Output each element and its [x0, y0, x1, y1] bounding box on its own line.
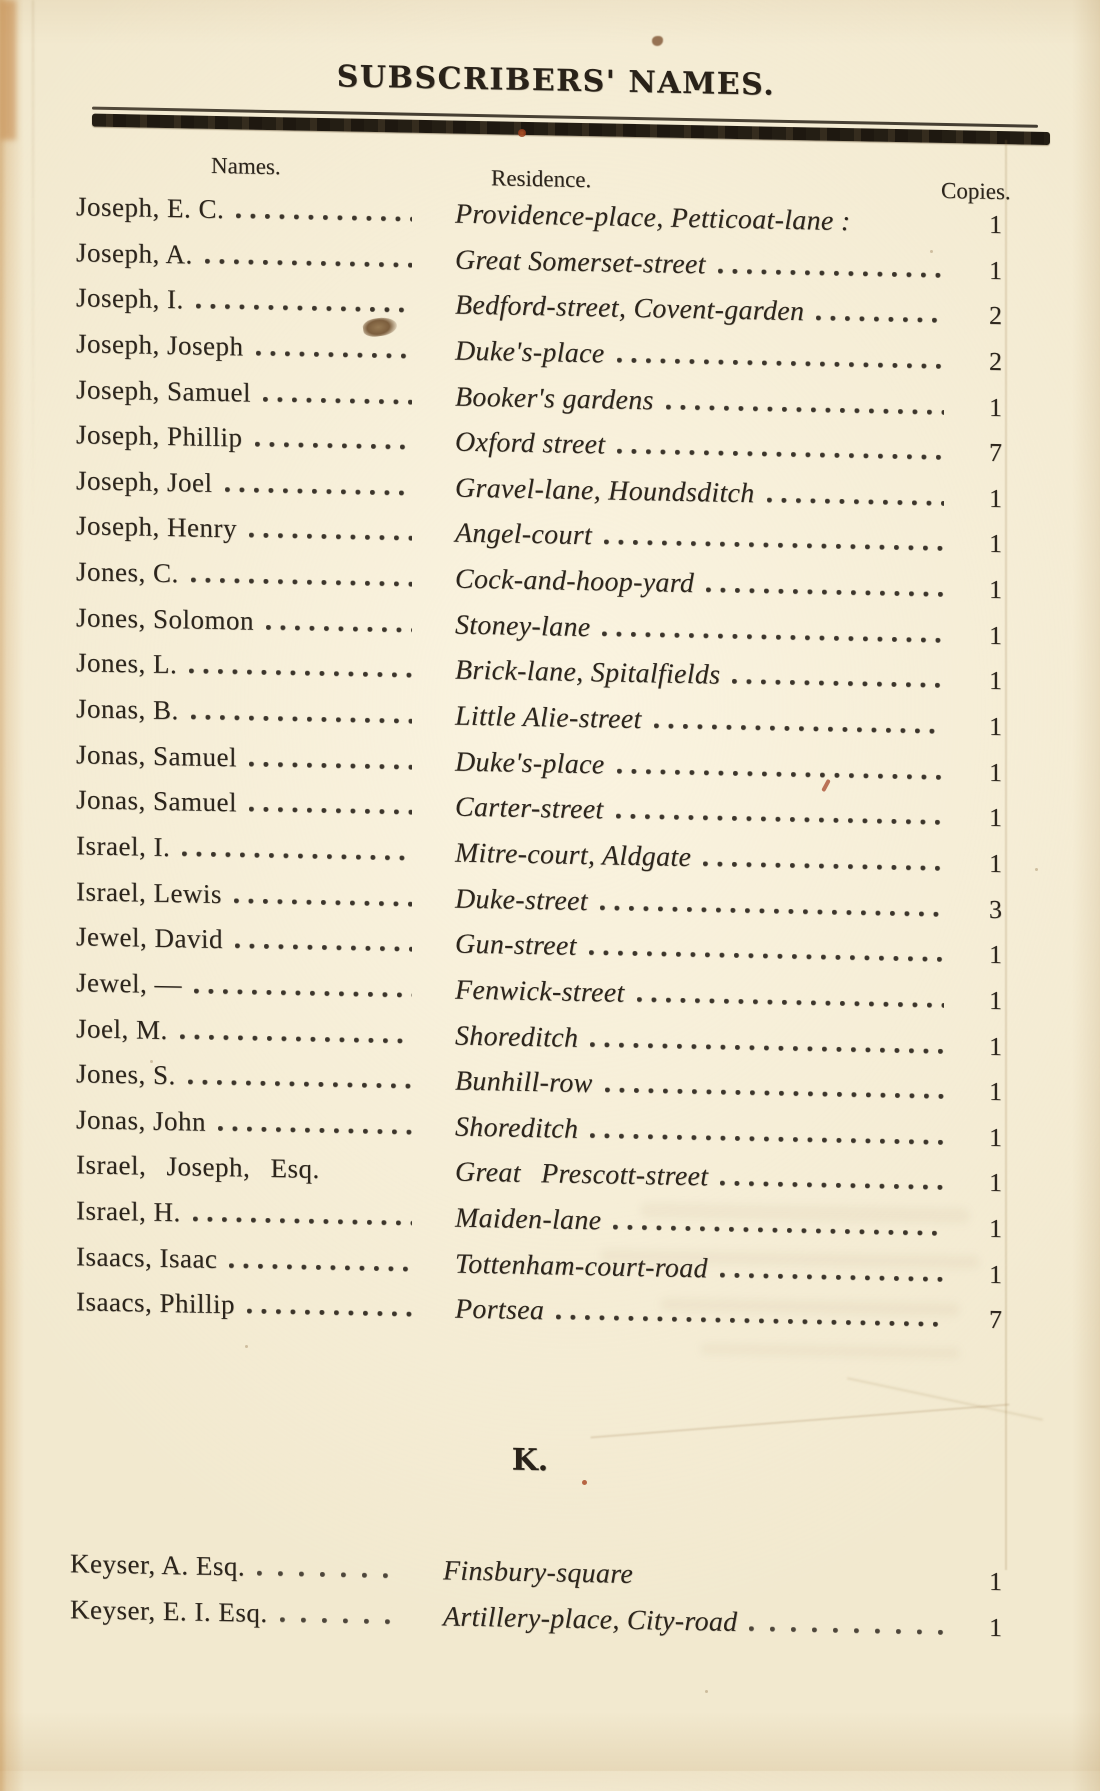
dot-leader [249, 807, 412, 815]
subscriber-name: Jewel, — [76, 967, 182, 1000]
subscriber-copies: 1 [989, 483, 1002, 513]
subscriber-name: Jonas, John [76, 1104, 207, 1137]
subscriber-name: Joseph, Samuel [76, 373, 251, 408]
subscriber-residence: Portsea [455, 1293, 545, 1327]
subscriber-copies: 1 [989, 757, 1002, 787]
dot-leader [556, 1315, 944, 1327]
subscriber-residence: Brick-lane, Spitalfields [455, 654, 721, 692]
subscriber-name: Jones, C. [76, 556, 179, 589]
dot-leader [182, 851, 412, 860]
name-cell [76, 1051, 422, 1103]
dot-leader [600, 905, 944, 917]
subscriber-name: Joseph, A. [76, 236, 193, 270]
name-cell [76, 1280, 422, 1332]
subscriber-residence: Mitre-court, Aldgate [455, 837, 692, 874]
subscriber-name: Israel, Joseph, Esq. [76, 1149, 320, 1185]
dot-leader [590, 1133, 944, 1145]
dot-leader [617, 449, 944, 460]
subscriber-copies: 3 [989, 894, 1002, 924]
dot-leader [180, 1034, 412, 1043]
name-cell [76, 732, 422, 784]
dot-leader [191, 578, 412, 587]
dot-leader [196, 304, 412, 313]
dot-leader [247, 1309, 412, 1317]
subscriber-name: Jonas, B. [76, 693, 179, 726]
dot-leader [225, 487, 413, 496]
subscriber-copies: 1 [989, 620, 1002, 650]
subscriber-residence: Tottenham-court-road [455, 1248, 708, 1285]
subscriber-residence: Finsbury-square [443, 1555, 634, 1591]
subscriber-name: Jones, L. [76, 647, 178, 680]
dot-leader [863, 225, 944, 232]
dot-leader [249, 761, 412, 769]
dot-leader [280, 1617, 400, 1624]
subscriber-copies: 1 [989, 1031, 1002, 1061]
name-cell [76, 413, 422, 465]
dot-leader [256, 351, 413, 359]
subscriber-residence: Gravel-lane, Houndsditch [455, 472, 755, 510]
name-cell [76, 367, 422, 419]
subscriber-residence: Artillery-place, City-road [443, 1600, 738, 1638]
dot-leader [605, 1088, 944, 1100]
subscriber-residence: Maiden-lane [455, 1202, 602, 1237]
name-cell [76, 230, 422, 282]
name-cell [76, 458, 422, 510]
name-cell [70, 1587, 410, 1639]
subscriber-copies: 1 [989, 1566, 1002, 1597]
subscriber-residence: Fenwick-street [455, 974, 625, 1009]
dot-leader [703, 861, 944, 871]
dot-leader [617, 358, 944, 369]
dot-leader [236, 213, 412, 221]
subscriber-name: Joseph, Joseph [76, 328, 244, 362]
subscriber-name: Jonas, Samuel [76, 784, 237, 818]
subscriber-name: Keyser, A. Esq. [70, 1548, 246, 1582]
dot-leader [767, 497, 944, 505]
dot-leader [720, 1272, 944, 1281]
dot-leader [255, 442, 412, 450]
dot-leader [720, 1181, 944, 1190]
subscriber-residence: Gun-street [455, 928, 577, 963]
subscriber-name: Jones, S. [76, 1058, 176, 1091]
section-k-table [70, 1541, 1002, 1650]
dot-leader [637, 997, 944, 1008]
name-cell [76, 778, 422, 830]
dot-leader [257, 1571, 400, 1579]
name-cell [76, 276, 422, 328]
subscriber-name: Joseph, I. [76, 282, 184, 315]
dot-leader [602, 631, 944, 643]
subscriber-residence: Little Alie-street [455, 700, 642, 736]
subscriber-name: Keyser, E. I. Esq. [70, 1593, 268, 1628]
subscriber-copies: 2 [989, 346, 1002, 377]
subscriber-copies: 1 [989, 1168, 1002, 1198]
subscriber-name: Isaacs, Isaac [76, 1241, 218, 1274]
divider-rule [92, 107, 1050, 145]
dot-leader [816, 316, 944, 323]
subscriber-name: Jones, Solomon [76, 602, 255, 636]
page-title: SUBSCRIBERS' NAMES. [336, 59, 776, 103]
subscriber-copies: 7 [989, 438, 1002, 468]
dot-leader [666, 404, 944, 414]
name-cell [76, 595, 422, 647]
subscriber-residence: Duke's-place [455, 746, 605, 781]
dot-leader [617, 768, 944, 779]
dot-leader [191, 715, 412, 724]
dot-leader [732, 679, 944, 688]
name-cell [76, 686, 422, 738]
subscriber-name: Israel, Lewis [76, 875, 222, 909]
dot-leader [604, 540, 944, 552]
subscriber-residence: Great Somerset-street [455, 244, 706, 281]
subscriber-copies: 1 [989, 529, 1002, 559]
subscriber-name: Joseph, Joel [76, 465, 213, 498]
column-header-copies: Copies. [941, 177, 1011, 205]
subscriber-copies: 2 [989, 301, 1002, 331]
subscriber-residence: Bunhill-row [455, 1065, 593, 1100]
subscriber-copies: 1 [989, 940, 1002, 970]
dot-leader [234, 898, 412, 906]
dot-leader [332, 1174, 412, 1181]
residence-cell [443, 1594, 954, 1649]
subscriber-residence: Great Prescott-street [455, 1157, 709, 1193]
dot-leader [706, 588, 944, 598]
subscribers-table [76, 184, 1002, 1343]
name-cell [76, 960, 422, 1012]
dot-leader [249, 533, 412, 541]
subscriber-copies: 1 [989, 1612, 1002, 1642]
subscriber-copies: 1 [989, 1259, 1002, 1289]
subscriber-copies: 1 [989, 574, 1002, 605]
subscriber-copies: 1 [989, 1213, 1002, 1244]
subscriber-name: Joseph, Phillip [76, 419, 243, 453]
subscriber-residence: Providence-place, Petticoat-lane : [455, 198, 851, 238]
subscriber-residence: Duke-street [455, 883, 588, 917]
name-cell [76, 1143, 422, 1195]
subscriber-copies: 1 [989, 666, 1002, 696]
subscriber-residence: Angel-court [455, 518, 593, 552]
subscriber-residence: Cock-and-hoop-yard [455, 563, 695, 600]
dot-leader [266, 625, 412, 633]
subscriber-copies: 1 [989, 209, 1002, 240]
dot-leader [235, 944, 412, 952]
name-cell [76, 1188, 422, 1240]
dot-leader [188, 1080, 412, 1089]
subscriber-residence: Shoreditch [455, 1111, 579, 1145]
subscriber-name: Joseph, E. C. [76, 191, 225, 225]
dot-leader [616, 814, 944, 825]
name-cell [76, 869, 422, 921]
name-cell [76, 823, 422, 875]
dot-leader [589, 950, 944, 962]
subscriber-name: Israel, H. [76, 1195, 181, 1228]
name-cell [76, 184, 422, 236]
dot-leader [189, 669, 412, 678]
subscriber-residence: Shoreditch [455, 1020, 579, 1054]
subscriber-name: Jonas, Samuel [76, 738, 237, 773]
name-cell [76, 1097, 422, 1149]
subscriber-name: Israel, I. [76, 830, 171, 863]
subscriber-copies: 1 [989, 1122, 1002, 1152]
dot-leader [654, 723, 944, 734]
subscriber-copies: 1 [989, 255, 1002, 285]
subscriber-copies: 1 [989, 392, 1002, 422]
dot-leader [218, 1126, 412, 1135]
subscriber-copies: 1 [989, 803, 1002, 833]
dot-leader [718, 268, 944, 277]
name-cell [76, 915, 422, 967]
dot-leader [193, 1217, 412, 1226]
subscriber-residence: Stoney-lane [455, 609, 591, 643]
name-cell [76, 549, 422, 601]
subscriber-residence: Bedford-street, Covent-garden [455, 289, 805, 328]
subscriber-residence: Oxford street [455, 426, 606, 461]
subscriber-residence: Booker's gardens [455, 381, 654, 416]
name-cell [76, 504, 422, 556]
name-cell [76, 1006, 422, 1058]
column-header-names: Names. [211, 152, 281, 180]
subscriber-residence: Carter-street [455, 791, 604, 826]
dot-leader [590, 1042, 944, 1054]
dot-leader [263, 396, 412, 404]
dot-leader [205, 258, 412, 267]
subscriber-residence: Duke's-place [455, 335, 605, 370]
subscriber-copies: 7 [989, 1305, 1002, 1335]
subscriber-name: Joseph, Henry [76, 510, 237, 544]
subscriber-name: Jewel, David [76, 921, 223, 955]
subscriber-copies: 1 [989, 848, 1002, 879]
name-cell [70, 1541, 410, 1593]
column-header-residence: Residence. [491, 165, 592, 193]
dot-leader [194, 988, 412, 997]
dot-leader [645, 1578, 944, 1589]
dot-leader [749, 1626, 944, 1635]
name-cell [76, 1234, 422, 1286]
dot-leader [613, 1225, 944, 1236]
name-cell [76, 321, 422, 373]
name-cell [76, 641, 422, 693]
subscriber-copies: 1 [989, 711, 1002, 742]
subscriber-copies: 1 [989, 1077, 1002, 1107]
section-heading-k: K. [511, 1442, 549, 1479]
subscriber-name: Joel, M. [76, 1012, 168, 1045]
dot-leader [229, 1263, 412, 1272]
subscriber-name: Isaacs, Phillip [76, 1286, 235, 1320]
subscriber-copies: 1 [989, 985, 1002, 1015]
